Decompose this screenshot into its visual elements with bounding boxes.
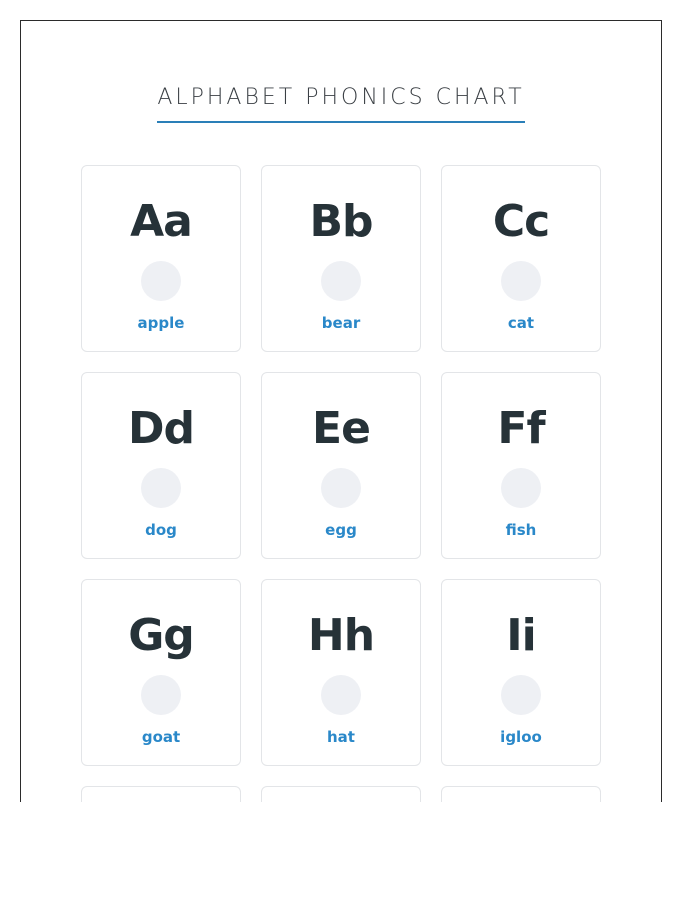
apple-picture-icon bbox=[141, 261, 181, 301]
igloo-picture-icon bbox=[501, 675, 541, 715]
card-letter: Ee bbox=[312, 403, 370, 454]
dog-picture-icon bbox=[141, 468, 181, 508]
card-word: goat bbox=[141, 728, 181, 746]
card-word: igloo bbox=[500, 728, 542, 746]
card-letter: Dd bbox=[127, 403, 195, 454]
letter-card-d bbox=[81, 372, 241, 559]
fish-picture-icon bbox=[501, 468, 541, 508]
phonics-chart-page bbox=[20, 20, 662, 802]
letter-card-clipped bbox=[261, 786, 421, 802]
letter-card-g bbox=[81, 579, 241, 766]
card-letter: Ff bbox=[497, 403, 545, 454]
page-viewport[interactable] bbox=[20, 20, 662, 802]
card-letter: Aa bbox=[130, 196, 192, 247]
card-word: bear bbox=[321, 314, 361, 332]
letter-card-clipped bbox=[441, 786, 601, 802]
card-letter: Ii bbox=[506, 610, 536, 661]
card-letter: Bb bbox=[309, 196, 373, 247]
card-word: fish bbox=[505, 521, 537, 539]
card-word: egg bbox=[325, 521, 357, 539]
card-word: apple bbox=[137, 314, 185, 332]
letter-card-i bbox=[441, 579, 601, 766]
card-letter: Gg bbox=[128, 610, 194, 661]
goat-picture-icon bbox=[141, 675, 181, 715]
letter-card-c bbox=[441, 165, 601, 352]
card-word: hat bbox=[327, 728, 355, 746]
hat-picture-icon bbox=[321, 675, 361, 715]
letter-card-b bbox=[261, 165, 421, 352]
letter-card-e bbox=[261, 372, 421, 559]
letter-card-grid bbox=[81, 165, 601, 802]
card-word: dog bbox=[145, 521, 177, 539]
letter-card-h bbox=[261, 579, 421, 766]
egg-picture-icon bbox=[321, 468, 361, 508]
bear-picture-icon bbox=[321, 261, 361, 301]
letter-card-clipped bbox=[81, 786, 241, 802]
letter-card-a bbox=[81, 165, 241, 352]
card-letter: Cc bbox=[492, 196, 550, 247]
card-word: cat bbox=[507, 314, 535, 332]
cat-picture-icon bbox=[501, 261, 541, 301]
letter-card-f bbox=[441, 372, 601, 559]
page-title: ALPHABET PHONICS CHART bbox=[157, 85, 524, 123]
header bbox=[21, 85, 661, 123]
card-letter: Hh bbox=[307, 610, 375, 661]
